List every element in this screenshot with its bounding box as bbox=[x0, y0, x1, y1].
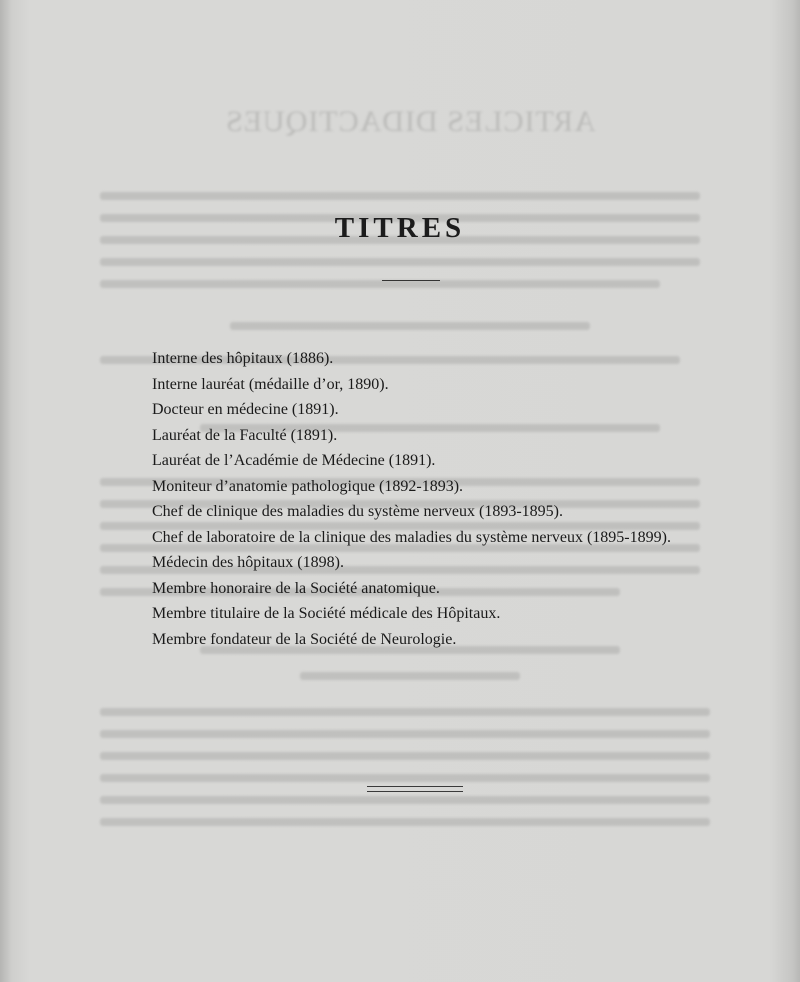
end-rule bbox=[367, 786, 463, 792]
list-item: Moniteur d’anatomie pathologique (1892-1893). bbox=[152, 477, 464, 495]
show-through-line bbox=[100, 192, 700, 200]
show-through-line bbox=[100, 774, 710, 782]
show-through-line bbox=[230, 322, 590, 330]
title-rule bbox=[382, 280, 440, 281]
list-item: Membre honoraire de la Société anatomique. bbox=[152, 579, 440, 597]
show-through-line bbox=[100, 818, 710, 826]
list-item: Membre titulaire de la Société médicale des Hôpitaux. bbox=[152, 605, 501, 622]
list-item: Docteur en médecine (1891). bbox=[152, 401, 339, 418]
page-title: TITRES bbox=[334, 212, 466, 244]
list-item: Interne lauréat (médaille d’or, 1890). bbox=[152, 375, 389, 393]
show-through-heading: ARTICLES DIDACTIQUES bbox=[225, 105, 596, 138]
show-through-line bbox=[100, 708, 710, 716]
show-through-line bbox=[300, 672, 520, 680]
show-through-line bbox=[100, 258, 700, 266]
list-item: Interne des hôpitaux (1886). bbox=[152, 350, 334, 367]
list-item: Lauréat de la Faculté (1891). bbox=[152, 426, 338, 444]
list-item: Chef de clinique des maladies du système nerveux (1893-1895). bbox=[152, 503, 563, 520]
titles-list bbox=[152, 346, 671, 652]
list-item: Chef de laboratoire de la clinique des maladies du système nerveux (1895-1899). bbox=[152, 528, 671, 546]
list-item: Lauréat de l’Académie de Médecine (1891). bbox=[152, 452, 436, 469]
list-item: Médecin des hôpitaux (1898). bbox=[152, 554, 344, 571]
show-through-line bbox=[100, 280, 660, 288]
show-through-line bbox=[100, 796, 710, 804]
show-through-line bbox=[100, 730, 710, 738]
list-item: Membre fondateur de la Société de Neurologie. bbox=[152, 630, 457, 648]
show-through-line bbox=[100, 752, 710, 760]
